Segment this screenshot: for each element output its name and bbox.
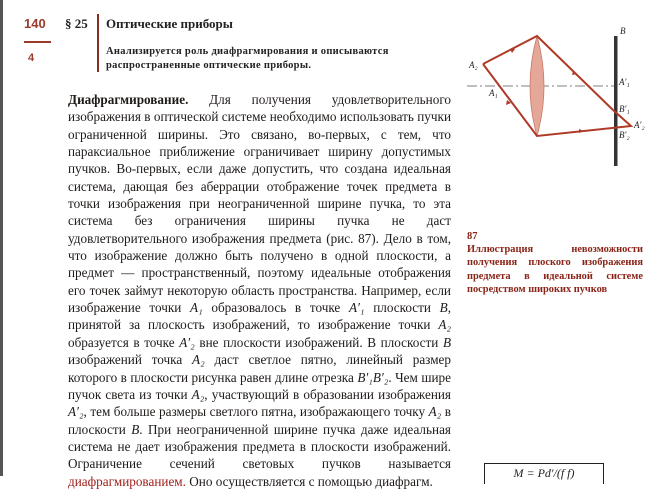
- page-sub-number: 4: [28, 52, 35, 64]
- page-number-rule: [24, 41, 51, 43]
- ray-lower: [483, 64, 631, 136]
- label-a1-prime: A′₁: [619, 77, 630, 87]
- key-term: диафрагмированием.: [68, 473, 186, 489]
- figure-87-diagram: [455, 22, 655, 172]
- arrow-icon: [510, 49, 515, 53]
- label-a2: A₂: [469, 60, 478, 70]
- figure-number: 87: [467, 231, 478, 242]
- label-a1: A₁: [489, 88, 498, 98]
- figure-caption: Иллюстрация невозможности получения плоского изображения предмета в идеальной системе посредством широких пучков: [467, 244, 643, 295]
- label-b2-prime: B′₂: [619, 130, 630, 140]
- arrow-icon: [579, 129, 584, 133]
- lens-icon: [530, 36, 544, 136]
- paragraph: Диафрагмирование. Для получения удовлетворительного изображения в оптической системе необходимо использовать пучки ограниченной ширины. Это связано, во-первых, с тем, что параксиальное приближение ограничивает ширину допустимых пучков. Во-первых, если даже допустить, что создана идеальная система, дающая без аберрации отображение точек предмета в точки изображения при неограниченной ширине пучка, то эта система без ограничения ширины пучка не даст удовлетворительного изображения предмета (рис. 87). Дело в том, что изображение должно быть получено в одной плоскости, а предмет — пространственный, поэтому идеальные отображения его точек займут некоторую область пространства. Например, если изображение точки A₁ образовалось в точке A′₁ плоскости B, принятой за плоскость изображений, то изображение точки A₂ образуется в точке A′₂ вне плоскости изображений. В плоскости B изображений точка A₂ даст светлое пятно, линейный размер которого в плоскости рисунка равен длине отрезка B′₁B′₂. Чем шире пучок света из точки A₂, участвующий в образовании изображения A′₂, тем больше размеры светлого пятна, изображающего точку A₂ в плоскости B. При неограниченной ширине пучка даже идеальная система не дает изображения предмета в плоскости изображений. Ограничение сечений световых пучков называется диафрагмированием. Оно осуществляется с помощью диафрагм.: [68, 92, 451, 489]
- section-number: § 25: [65, 16, 88, 31]
- section-divider: [97, 14, 99, 72]
- label-b: B: [620, 26, 626, 36]
- page-number: 140: [24, 16, 46, 31]
- body-text: [68, 91, 451, 490]
- label-b1-prime: B′₁: [619, 104, 630, 114]
- image-plane: [614, 36, 618, 166]
- section-title: Оптические приборы: [106, 16, 233, 31]
- ray-upper: [483, 36, 613, 110]
- section-description: Анализируется роль диафрагмирования и описываются распространенные оптические приборы.: [106, 46, 389, 71]
- page-edge: [0, 0, 3, 476]
- paragraph-lead: Диафрагмирование.: [68, 92, 189, 107]
- label-a2-prime: A′₂: [634, 120, 645, 130]
- formula-box: M = Pd′/(f f): [484, 463, 604, 484]
